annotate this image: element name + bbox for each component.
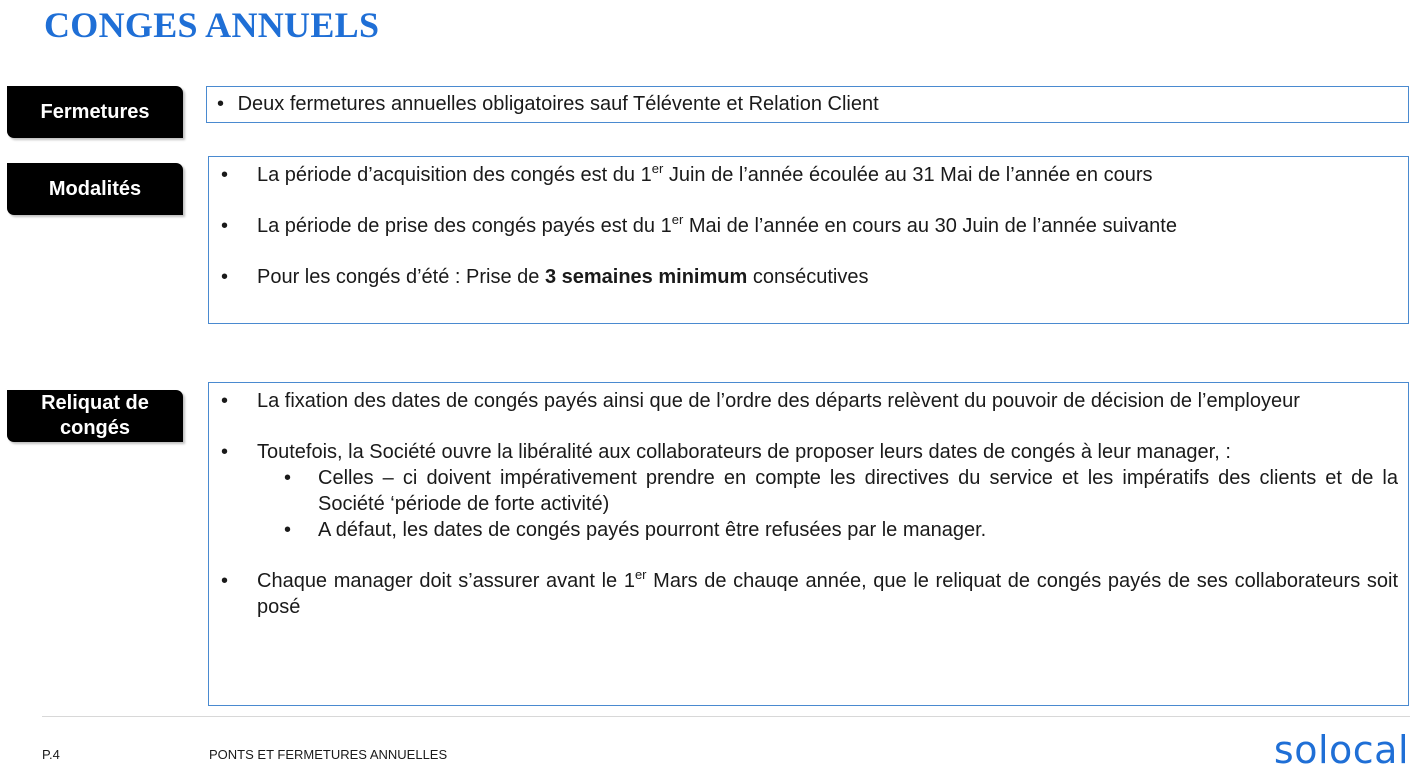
reliquat-b3-text: Chaque manager doit s’assurer avant le 1 <box>257 570 635 592</box>
fermetures-text: Deux fermetures annuelles obligatoires sauf Télévente et Relation Client <box>237 93 879 115</box>
reliquat-b1-text: La fixation des dates de congés payés ainsi que de l’ordre des départs relèvent du pouvoir de décision de l’employeur <box>257 390 1300 412</box>
bullet-dot: • <box>221 266 229 288</box>
bullet-dot: • <box>221 215 229 237</box>
bullet-dot: • <box>217 93 225 115</box>
modalites-b2-text-end: Mai de l’année en cours au 30 Juin de l’année suivante <box>683 215 1177 237</box>
fermetures-bullet <box>217 91 1398 117</box>
reliquat-bullet-1 <box>219 388 1398 414</box>
reliquat-subbullet-2 <box>275 517 1398 543</box>
modalites-b3-bold: 3 semaines minimum <box>544 266 748 288</box>
reliquat-sub2-text: A défaut, les dates de congés payés pourront être refusées par le manager. <box>318 519 987 541</box>
footer-title: PONTS ET FERMETURES ANNUELLES <box>209 747 448 762</box>
reliquat-box <box>208 382 1409 706</box>
reliquat-sub1-text: Celles – ci doivent impérativement prendre en compte les directives du service et les impératifs des clients et de la Société ‘période de forte activité) <box>318 467 1398 515</box>
reliquat-subbullet-1 <box>275 465 1398 517</box>
footer-divider <box>42 716 1410 717</box>
bullet-dot: • <box>284 519 292 541</box>
bullet-dot: • <box>221 390 229 412</box>
modalites-b2-text: La période de prise des congés payés est du 1 <box>257 215 672 237</box>
fermetures-box <box>206 86 1409 123</box>
bullet-dot: • <box>221 164 229 186</box>
modalites-b3-text: Pour les congés d’été : Prise de <box>257 266 545 288</box>
bullet-dot: • <box>284 467 292 489</box>
modalites-b1-text: La période d’acquisition des congés est du 1 <box>257 164 652 186</box>
modalites-b1-text-end: Juin de l’année écoulée au 31 Mai de l’année en cours <box>663 164 1153 186</box>
reliquat-bullet-2 <box>219 439 1398 465</box>
modalites-bullet-3 <box>219 264 1398 290</box>
solocal-logo: solocal <box>1273 728 1409 772</box>
reliquat-b2-text: Toutefois, la Société ouvre la libéralité aux collaborateurs de proposer leurs dates de congés à leur manager, : <box>257 441 1231 463</box>
label-reliquat: Reliquat de congés <box>7 390 183 442</box>
reliquat-b3-text-end: Mars de chauqe année, que le reliquat de congés payés de ses collaborateurs soit posé <box>257 570 1398 618</box>
reliquat-bullet-3 <box>219 568 1398 620</box>
superscript: er <box>651 161 664 176</box>
modalites-bullet-2 <box>219 213 1398 239</box>
modalites-b3-text-end: consécutives <box>747 266 869 288</box>
bullet-dot: • <box>221 570 229 592</box>
modalites-bullet-1 <box>219 162 1398 188</box>
page-number: P.4 <box>42 747 60 762</box>
page-title: CONGES ANNUELS <box>44 5 380 45</box>
label-modalites: Modalités <box>7 163 183 215</box>
bullet-dot: • <box>221 441 229 463</box>
superscript: er <box>671 212 684 227</box>
superscript: er <box>634 567 647 582</box>
label-fermetures: Fermetures <box>7 86 183 138</box>
modalites-box <box>208 156 1409 324</box>
